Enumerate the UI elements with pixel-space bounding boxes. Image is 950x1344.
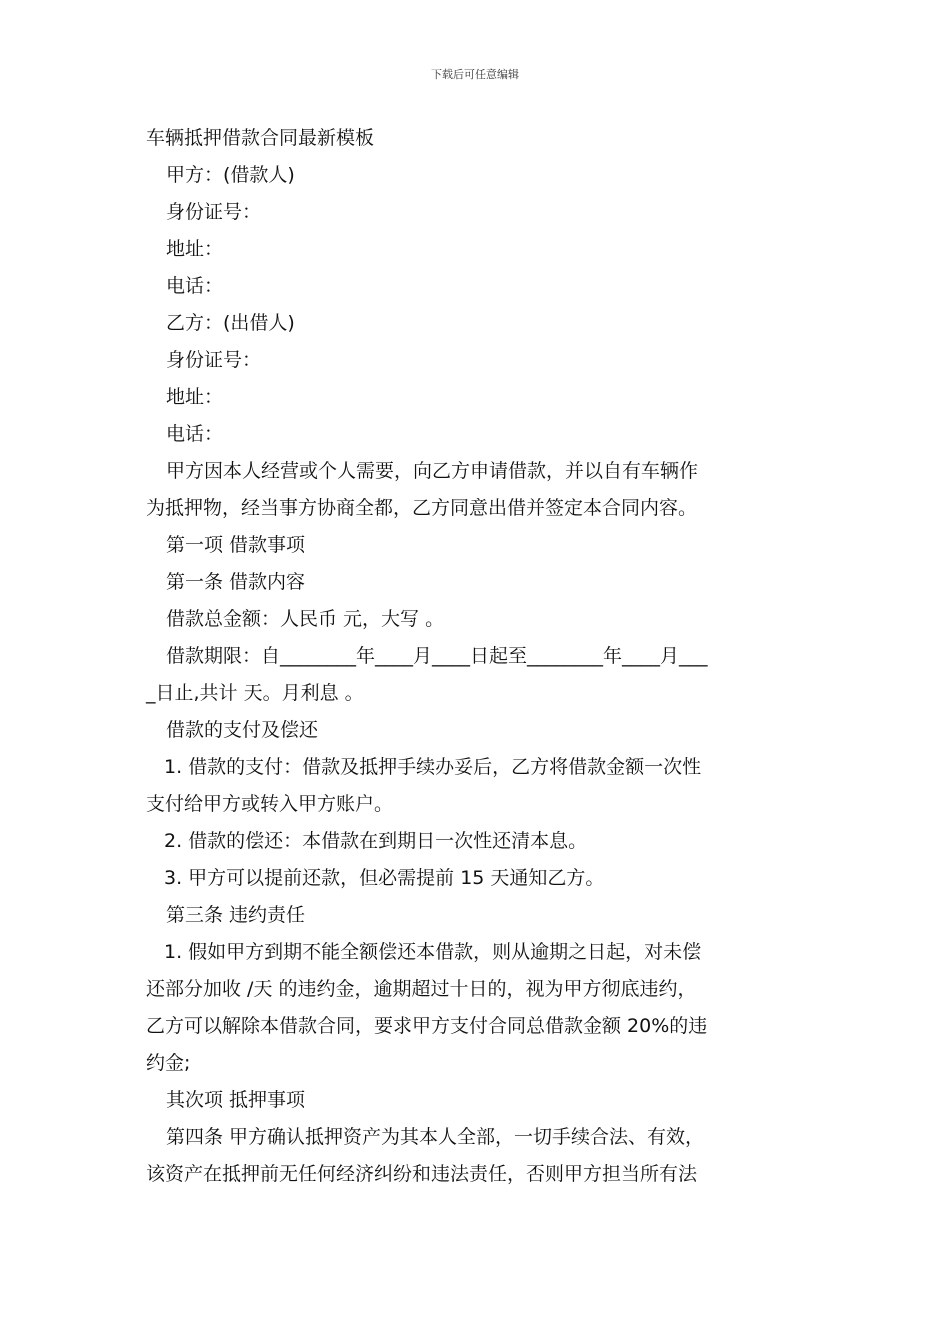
loan-term-line-2: _日止,共计 天。月利息 。 [146, 682, 364, 704]
document-title: 车辆抵押借款合同最新模板 [146, 127, 375, 149]
breach-item-line-1: 1. 假如甲方到期不能全额偿还本借款，则从逾期之日起，对未偿 [164, 941, 702, 963]
loan-term-line-1: 借款期限：自________年____月____日起至________年____月___ [166, 645, 708, 667]
intro-paragraph-line-2: 为抵押物，经当事方协商全都，乙方同意出借并签定本合同内容。 [146, 497, 698, 519]
article-4-line-2: 该资产在抵押前无任何经济纠纷和违法责任，否则甲方担当所有法 [146, 1163, 698, 1185]
party-b-address-label: 地址： [166, 386, 224, 408]
payment-item-1-line-2: 支付给甲方或转入甲方账户。 [146, 793, 394, 815]
article-4-line-1: 第四条 甲方确认抵押资产为其本人全部，一切手续合法、有效， [166, 1126, 705, 1148]
party-a-address-label: 地址： [166, 238, 224, 260]
party-b-id-label: 身份证号： [166, 349, 262, 371]
loan-amount-line: 借款总金额：人民币 元，大写 。 [166, 608, 445, 630]
document-body [146, 120, 810, 1193]
payment-item-1-line-1: 1. 借款的支付：借款及抵押手续办妥后，乙方将借款金额一次性 [164, 756, 702, 778]
breach-item-line-2: 还部分加收 /天 的违约金，逾期超过十日的，视为甲方彻底违约， [146, 978, 697, 1000]
party-a-id-label: 身份证号： [166, 201, 262, 223]
payment-item-3: 3. 甲方可以提前还款，但必需提前 15 天通知乙方。 [164, 867, 605, 889]
intro-paragraph-line-1: 甲方因本人经营或个人需要，向乙方申请借款，并以自有车辆作 [166, 460, 699, 482]
party-a-phone-label: 电话： [166, 275, 224, 297]
payment-heading: 借款的支付及偿还 [166, 719, 319, 741]
breach-item-line-3: 乙方可以解除本借款合同，要求甲方支付合同总借款金额 20%的违 [146, 1015, 708, 1037]
section-2-heading: 其次项 抵押事项 [166, 1089, 306, 1111]
article-3-heading: 第三条 违约责任 [166, 904, 306, 926]
section-1-heading: 第一项 借款事项 [166, 534, 306, 556]
party-a-label: 甲方：(借款人) [166, 164, 295, 186]
page-header: 下载后可任意编辑 [431, 68, 519, 81]
article-1-heading: 第一条 借款内容 [166, 571, 306, 593]
party-b-label: 乙方：(出借人) [166, 312, 295, 334]
breach-item-line-4: 约金; [146, 1052, 191, 1074]
party-b-phone-label: 电话： [166, 423, 224, 445]
payment-item-2: 2. 借款的偿还：本借款在到期日一次性还清本息。 [164, 830, 588, 852]
